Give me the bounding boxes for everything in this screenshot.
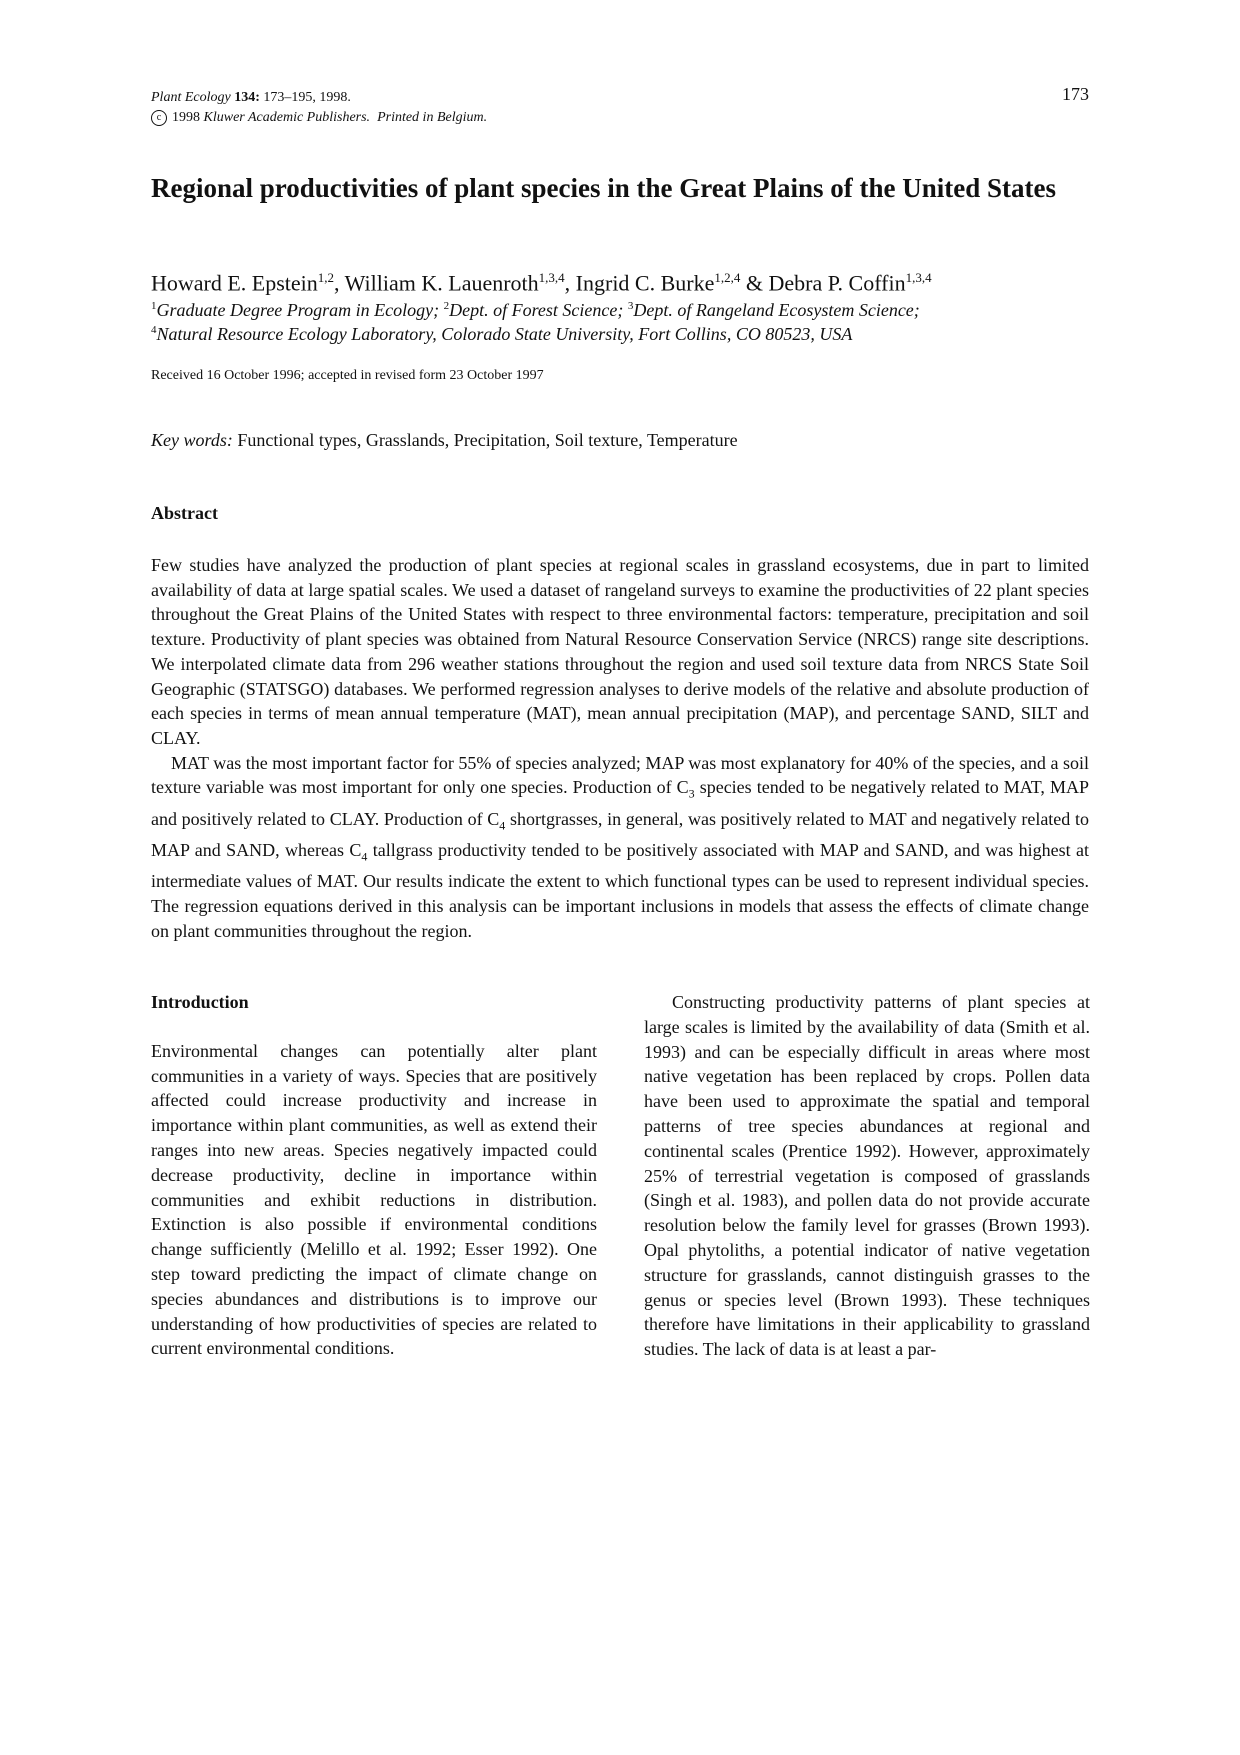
received-date: Received 16 October 1996; accepted in revised form 23 October 1997 <box>151 368 544 383</box>
keywords <box>151 430 738 451</box>
journal-volume: 134: <box>234 90 260 105</box>
author-name: Ingrid C. Burke <box>575 270 715 296</box>
keywords-label: Key words: <box>151 430 233 450</box>
author-list <box>151 265 932 296</box>
abstract-text: species tended to be negatively related to MAT, MAP and positively related to CLAY. Production of C <box>151 777 1089 829</box>
introduction-paragraph: Environmental changes can potentially alter plant communities in a variety of ways. Species that are positively affected could increase productivity and increase in importance within plant communities, as well as extend their ranges into new areas. Species negatively impacted could decrease productivity, decline in importance within communities and exhibit reductions in distribution. Extinction is also possible if environmental conditions change sufficiently (Melillo et al. 1992; Esser 1992). One step toward predicting the impact of climate change on species abundances and distributions is to improve our understanding of how productivities of species are related to current environmental conditions. <box>151 1040 597 1359</box>
abstract-heading: Abstract <box>151 503 218 523</box>
abstract-paragraph: Few studies have analyzed the production of plant species at regional scales in grassland ecosystems, due in part to limited availability of data at large spatial scales. We used a dataset of rangeland surveys to examine the productivities of 22 plant species throughout the Great Plains of the United States with respect to three environmental factors: temperature, precipitation and soil texture. Productivity of plant species was obtained from Natural Resource Conservation Service (NRCS) range site descriptions. We interpolated climate data from 296 weather stations throughout the region and used soil texture data from NRCS State Soil Geographic (STATSGO) databases. We performed regression analyses to derive models of the relative and absolute production of each species in terms of mean annual temperature (MAT), mean annual precipitation (MAP), and percentage SAND, SILT and CLAY. <box>151 555 1089 748</box>
author-affiliation-marks: 1,2 <box>317 270 335 285</box>
publisher-name: Kluwer Academic Publishers. <box>203 110 371 125</box>
page-number: 173 <box>1062 84 1089 104</box>
author-affiliation-marks: 1,2,4 <box>714 270 741 285</box>
journal-name: Plant Ecology <box>151 90 231 105</box>
author-separator: & <box>740 270 769 296</box>
abstract-text: tallgrass productivity tended to be positively associated with MAP and SAND, and was highest at intermediate values of MAT. Our results indicate the extent to which functional types can be used to represent individual species. The regression equations derived in this analysis can be important inclusions in models that assess the effects of climate change on plant communities throughout the region. <box>151 839 1089 941</box>
affiliation-text: Dept. of Rangeland Ecosystem Science; <box>633 300 920 320</box>
affiliation-number: 4 <box>151 324 157 336</box>
abstract-text: MAT was the most important factor for 55% of species analyzed; MAP was most explanatory for 40% of the species, and a soil texture variable was most important for only one species. Production of C <box>151 752 1089 798</box>
abstract-paragraph <box>151 751 1089 944</box>
author-name: Debra P. Coffin <box>768 270 906 296</box>
introduction-paragraph: Constructing productivity patterns of plant species at large scales is limited by the availability of data (Smith et al. 1993) and can be especially difficult in areas where most native vegetation has been replaced by crops. Pollen data have been used to approximate the spatial and temporal patterns of tree species abundances at regional and continental scales (Prentice 1992). However, approximately 25% of terrestrial vegetation is composed of grasslands (Singh et al. 1983), and pollen data do not provide accurate resolution below the family level for grasses (Brown 1993). Opal phytoliths, a potential indicator of native vegetation structure for grasslands, cannot distinguish grasses to the genus or species level (Brown 1993). These techniques therefore have limitations in their applicability to grassland studies. The lack of data is at least a par- <box>644 992 1090 1360</box>
journal-pages: 173–195, 1998. <box>263 90 351 105</box>
journal-citation <box>151 88 487 108</box>
subscript: 3 <box>688 786 695 801</box>
subscript: 4 <box>361 849 368 864</box>
affiliation-number: 3 <box>627 300 634 312</box>
affiliation-number: 2 <box>443 300 450 312</box>
affiliation-text: Dept. of Forest Science; <box>449 300 628 320</box>
left-column <box>151 990 597 1361</box>
copyright-icon: c <box>151 110 167 126</box>
article-title: Regional productivities of plant species in the Great Plains of the United States <box>151 173 1056 203</box>
affiliation-number: 1 <box>151 300 157 312</box>
affiliation-text: Graduate Degree Program in Ecology; <box>156 300 444 320</box>
author-affiliation-marks: 1,3,4 <box>538 270 565 285</box>
right-column <box>644 990 1090 1362</box>
abstract-text: shortgrasses, in general, was positively related to MAT and negatively related to MAP and SAND, whereas C <box>151 808 1089 860</box>
keywords-text: Functional types, Grasslands, Precipitation, Soil texture, Temperature <box>237 430 738 450</box>
author-name: William K. Lauenroth <box>344 270 539 296</box>
subscript: 4 <box>499 818 506 833</box>
author-separator: , <box>334 270 345 296</box>
author-separator: , <box>564 270 576 296</box>
running-head <box>151 88 487 128</box>
affiliation-text: Natural Resource Ecology Laboratory, Colorado State University, Fort Collins, CO 80523, USA <box>156 324 853 344</box>
introduction-heading: Introduction <box>151 992 249 1012</box>
affiliations-line-2 <box>151 318 852 346</box>
abstract-body <box>151 553 1089 943</box>
printed-location: Printed in Belgium. <box>377 110 488 125</box>
copyright-line <box>151 108 487 128</box>
author-affiliation-marks: 1,3,4 <box>905 270 932 285</box>
copyright-year: 1998 <box>172 110 200 125</box>
author-name: Howard E. Epstein <box>151 270 318 296</box>
